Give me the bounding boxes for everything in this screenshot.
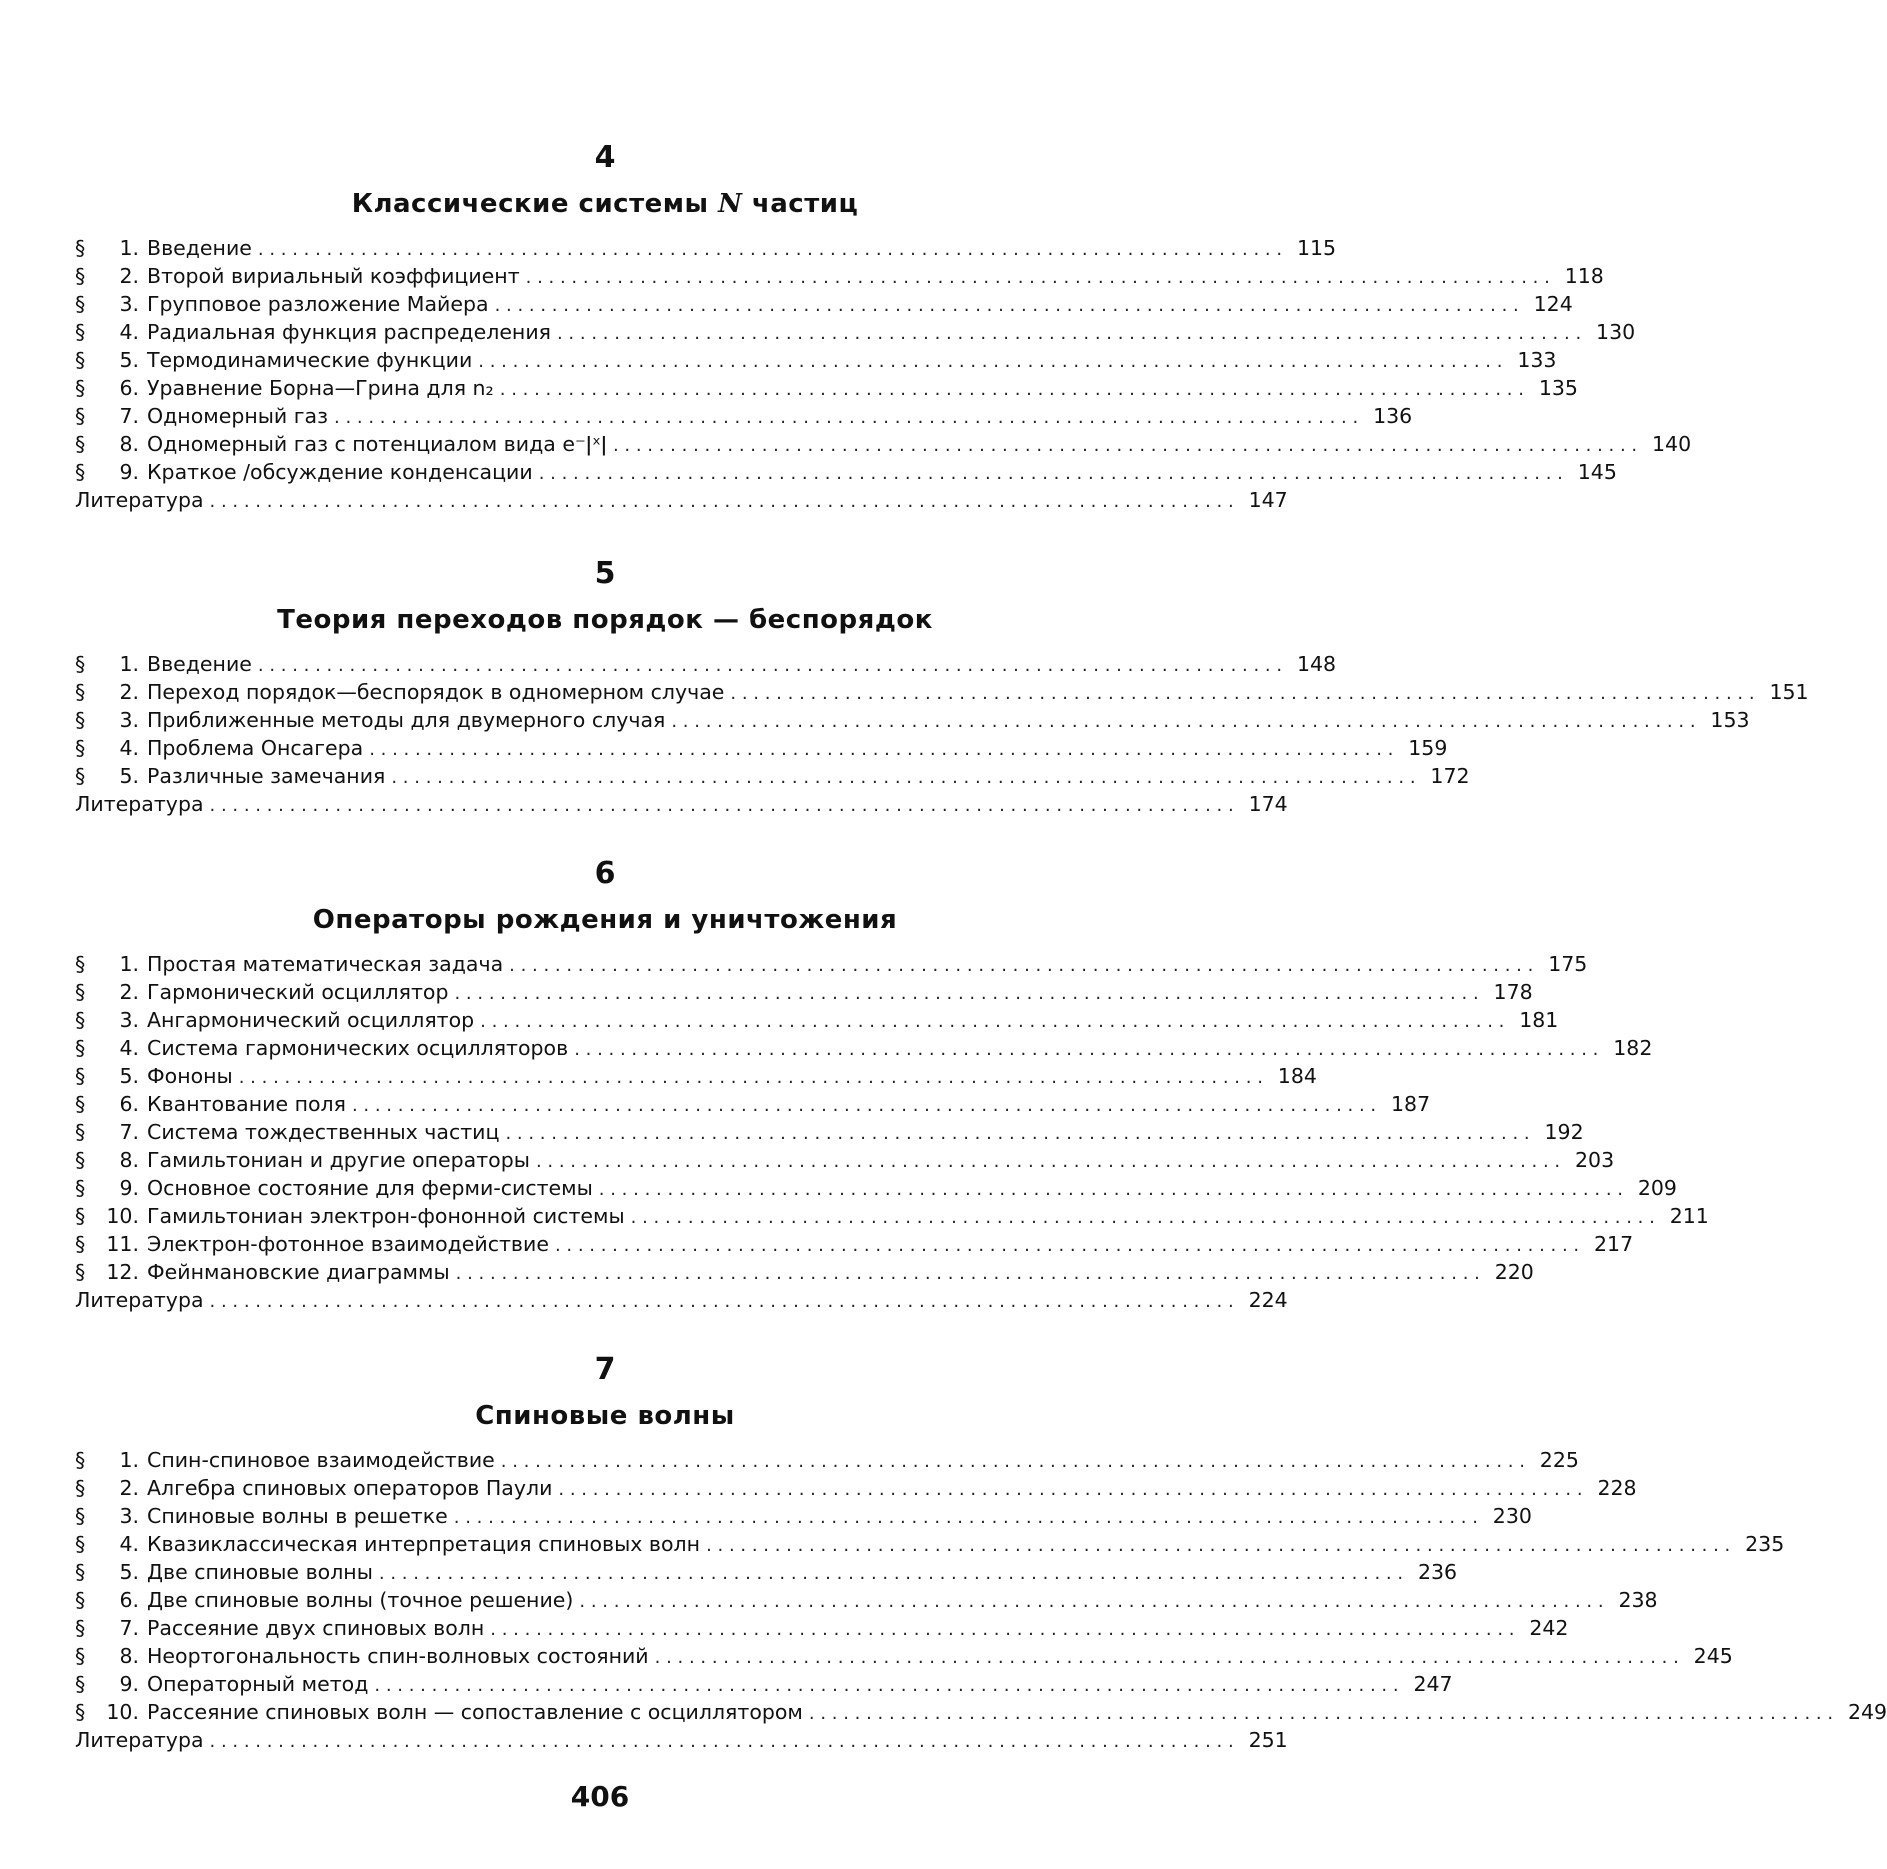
entry-page: 178 (1485, 978, 1533, 1006)
section-sign: § (75, 1230, 105, 1258)
entry-title: Квантование поля (147, 1090, 346, 1118)
toc-literature[interactable] (75, 790, 1135, 818)
section-sign: § (75, 1502, 105, 1530)
entry-number: 10. (105, 1202, 147, 1230)
entry-number: 6. (105, 374, 147, 402)
literature-label: Литература (75, 486, 204, 514)
chapter-6 (75, 856, 1135, 1314)
section-sign: § (75, 1446, 105, 1474)
entry-number: 4. (105, 1530, 147, 1558)
entry-number: 8. (105, 1642, 147, 1670)
entry-title: Квазиклассическая интерпретация спиновых волн (147, 1530, 700, 1558)
section-sign: § (75, 1118, 105, 1146)
toc-entry[interactable] (75, 318, 1135, 346)
entry-title: Уравнение Борна—Грина для n₂ (147, 374, 494, 402)
entry-number: 1. (105, 234, 147, 262)
entry-number: 9. (105, 1174, 147, 1202)
entry-number: 9. (105, 1670, 147, 1698)
toc-entry[interactable] (75, 346, 1135, 374)
dot-leader (599, 1176, 1623, 1204)
entry-page: 140 (1643, 430, 1691, 458)
entry-number: 5. (105, 762, 147, 790)
chapter-7 (75, 1352, 1135, 1754)
entry-page: 136 (1364, 402, 1412, 430)
chapter-number: 4 (75, 140, 1135, 176)
section-sign: § (75, 1530, 105, 1558)
entry-number: 4. (105, 1034, 147, 1062)
entry-page: 172 (1422, 762, 1470, 790)
toc-list (75, 234, 1135, 514)
entry-title: Приближенные методы для двумерного случая (147, 706, 665, 734)
section-sign: § (75, 1034, 105, 1062)
toc-entry[interactable] (75, 1698, 1135, 1726)
entry-title: Электрон-фотонное взаимодействие (147, 1230, 549, 1258)
entry-page: 153 (1702, 706, 1750, 734)
section-sign: § (75, 458, 105, 486)
toc-entry[interactable] (75, 430, 1135, 458)
entry-page: 238 (1610, 1586, 1658, 1614)
toc-entry[interactable] (75, 1530, 1135, 1558)
entry-page: 118 (1556, 262, 1604, 290)
dot-leader (454, 1504, 1478, 1532)
entry-title: Фононы (147, 1062, 233, 1090)
toc-entry[interactable] (75, 402, 1135, 430)
entry-title: Операторный метод (147, 1670, 368, 1698)
entry-title: Рассеяние спиновых волн — сопоставление с осциллятором (147, 1698, 803, 1726)
dot-leader (391, 764, 1415, 792)
entry-page: 209 (1629, 1174, 1677, 1202)
entry-title: Краткое /обсуждение конденсации (147, 458, 533, 486)
entry-number: 7. (105, 1118, 147, 1146)
entry-title: Групповое разложение Майера (147, 290, 489, 318)
document-page (0, 0, 1200, 1869)
dot-leader (258, 236, 1282, 264)
section-sign: § (75, 1258, 105, 1286)
toc-entry[interactable] (75, 374, 1135, 402)
entry-number: 6. (105, 1090, 147, 1118)
entry-number: 7. (105, 402, 147, 430)
literature-page: 174 (1240, 790, 1288, 818)
toc-entry[interactable] (75, 290, 1135, 318)
entry-title: Второй вириальный коэффициент (147, 262, 520, 290)
toc-entry[interactable] (75, 234, 1135, 262)
entry-title: Различные замечания (147, 762, 385, 790)
toc-entry[interactable] (75, 1230, 1135, 1258)
entry-page: 230 (1484, 1502, 1532, 1530)
entry-page: 225 (1531, 1446, 1579, 1474)
dot-leader (239, 1064, 1263, 1092)
dot-leader (456, 1260, 1480, 1288)
dot-leader (258, 652, 1282, 680)
entry-page: 181 (1510, 1006, 1558, 1034)
entry-number: 2. (105, 1474, 147, 1502)
entry-title: Радиальная функция распределения (147, 318, 551, 346)
entry-title: Алгебра спиновых операторов Паули (147, 1474, 552, 1502)
dot-leader (210, 1288, 1234, 1316)
section-sign: § (75, 978, 105, 1006)
toc-entry[interactable] (75, 1670, 1135, 1698)
entry-title: Система гармонических осцилляторов (147, 1034, 568, 1062)
chapter-title: Операторы рождения и уничтожения (75, 904, 1135, 936)
section-sign: § (75, 734, 105, 762)
dot-leader (490, 1616, 1514, 1644)
dot-leader (374, 1672, 1398, 1700)
entry-number: 5. (105, 1062, 147, 1090)
section-sign: § (75, 950, 105, 978)
entry-number: 8. (105, 1146, 147, 1174)
entry-title: Спин-спиновое взаимодействие (147, 1446, 495, 1474)
section-sign: § (75, 1090, 105, 1118)
toc-list (75, 950, 1135, 1314)
entry-page: 159 (1399, 734, 1447, 762)
entry-title: Одномерный газ с потенциалом вида e⁻ǀˣǀ (147, 430, 607, 458)
toc-entry[interactable] (75, 1446, 1135, 1474)
entry-page: 235 (1736, 1530, 1784, 1558)
dot-leader (480, 1008, 1504, 1036)
section-sign: § (75, 262, 105, 290)
toc-list (75, 1446, 1135, 1754)
entry-number: 3. (105, 1006, 147, 1034)
dot-leader (334, 404, 1358, 432)
toc-entry[interactable] (75, 1502, 1135, 1530)
toc-entry[interactable] (75, 1558, 1135, 1586)
entry-page: 182 (1604, 1034, 1652, 1062)
entry-page: 135 (1530, 374, 1578, 402)
dot-leader (558, 1476, 1582, 1504)
entry-page: 220 (1486, 1258, 1534, 1286)
dot-leader (671, 708, 1695, 736)
entry-number: 1. (105, 1446, 147, 1474)
dot-leader (730, 680, 1754, 708)
section-sign: § (75, 1670, 105, 1698)
toc-entry[interactable] (75, 1090, 1135, 1118)
toc-entry[interactable] (75, 950, 1135, 978)
toc-entry[interactable] (75, 1174, 1135, 1202)
entry-title: Неортогональность спин-волновых состояний (147, 1642, 649, 1670)
entry-title: Гамильтониан электрон-фононной системы (147, 1202, 625, 1230)
entry-title: Две спиновые волны (точное решение) (147, 1586, 573, 1614)
literature-label: Литература (75, 790, 204, 818)
toc-list (75, 650, 1135, 818)
toc-entry[interactable] (75, 1258, 1135, 1286)
toc-entry[interactable] (75, 262, 1135, 290)
dot-leader (210, 792, 1234, 820)
section-sign: § (75, 402, 105, 430)
dot-leader (706, 1532, 1730, 1560)
entry-page: 115 (1288, 234, 1336, 262)
entry-number: 10. (105, 1698, 147, 1726)
entry-page: 249 (1839, 1698, 1887, 1726)
section-sign: § (75, 1642, 105, 1670)
page-number: 406 (0, 1780, 1200, 1813)
dot-leader (495, 292, 1519, 320)
chapter-number: 5 (75, 556, 1135, 592)
literature-page: 224 (1240, 1286, 1288, 1314)
toc-entry[interactable] (75, 1034, 1135, 1062)
entry-title: Система тождественных частиц (147, 1118, 499, 1146)
dot-leader (526, 264, 1550, 292)
dot-leader (536, 1148, 1560, 1176)
chapter-4 (75, 140, 1135, 514)
entry-number: 5. (105, 346, 147, 374)
dot-leader (631, 1204, 1655, 1232)
chapter-title-text: Классические системы (352, 189, 718, 219)
dot-leader (379, 1560, 1403, 1588)
section-sign: § (75, 430, 105, 458)
dot-leader (478, 348, 1502, 376)
toc-literature[interactable] (75, 486, 1135, 514)
entry-page: 130 (1587, 318, 1635, 346)
entry-page: 133 (1508, 346, 1556, 374)
entry-title: Введение (147, 234, 252, 262)
dot-leader (369, 736, 1393, 764)
entry-title: Гармонический осциллятор (147, 978, 448, 1006)
section-sign: § (75, 1558, 105, 1586)
entry-number: 2. (105, 262, 147, 290)
literature-page: 147 (1240, 486, 1288, 514)
toc-entry[interactable] (75, 706, 1135, 734)
section-sign: § (75, 1146, 105, 1174)
entry-page: 211 (1661, 1202, 1709, 1230)
entry-page: 184 (1269, 1062, 1317, 1090)
toc-entry[interactable] (75, 734, 1135, 762)
entry-number: 7. (105, 1614, 147, 1642)
toc-literature[interactable] (75, 1286, 1135, 1314)
entry-number: 4. (105, 318, 147, 346)
entry-page: 124 (1525, 290, 1573, 318)
entry-number: 3. (105, 290, 147, 318)
entry-page: 203 (1566, 1146, 1614, 1174)
section-sign: § (75, 678, 105, 706)
entry-title: Переход порядок—беспорядок в одномерном случае (147, 678, 724, 706)
toc-entry[interactable] (75, 978, 1135, 1006)
chapter-title-text-end: частиц (742, 189, 858, 219)
toc-entry[interactable] (75, 762, 1135, 790)
section-sign: § (75, 346, 105, 374)
entry-title: Ангармонический осциллятор (147, 1006, 474, 1034)
entry-title: Основное состояние для ферми-системы (147, 1174, 593, 1202)
section-sign: § (75, 1614, 105, 1642)
toc-entry[interactable] (75, 1474, 1135, 1502)
entry-title: Простая математическая задача (147, 950, 503, 978)
entry-page: 145 (1569, 458, 1617, 486)
toc-entry[interactable] (75, 1202, 1135, 1230)
dot-leader (579, 1588, 1603, 1616)
toc-entry[interactable] (75, 1586, 1135, 1614)
entry-title: Проблема Онсагера (147, 734, 363, 762)
entry-number: 12. (105, 1258, 147, 1286)
dot-leader (809, 1700, 1833, 1728)
dot-leader (501, 1448, 1525, 1476)
dot-leader (557, 320, 1581, 348)
section-sign: § (75, 762, 105, 790)
entry-title: Введение (147, 650, 252, 678)
section-sign: § (75, 374, 105, 402)
entry-page: 236 (1409, 1558, 1457, 1586)
dot-leader (539, 460, 1563, 488)
toc-entry[interactable] (75, 1062, 1135, 1090)
literature-label: Литература (75, 1726, 204, 1754)
entry-title: Термодинамические функции (147, 346, 472, 374)
toc-entry[interactable] (75, 1146, 1135, 1174)
entry-page: 187 (1382, 1090, 1430, 1118)
dot-leader (505, 1120, 1529, 1148)
section-sign: § (75, 1586, 105, 1614)
toc-entry[interactable] (75, 1642, 1135, 1670)
dot-leader (454, 980, 1478, 1008)
entry-page: 151 (1761, 678, 1809, 706)
section-sign: § (75, 290, 105, 318)
dot-leader (500, 376, 1524, 404)
section-sign: § (75, 1174, 105, 1202)
toc-entry[interactable] (75, 458, 1135, 486)
toc-entry[interactable] (75, 1006, 1135, 1034)
entry-page: 247 (1405, 1670, 1453, 1698)
entry-number: 3. (105, 1502, 147, 1530)
section-sign: § (75, 650, 105, 678)
entry-page: 242 (1520, 1614, 1568, 1642)
entry-title: Одномерный газ (147, 402, 328, 430)
toc-entry[interactable] (75, 1118, 1135, 1146)
dot-leader (655, 1644, 1679, 1672)
entry-number: 8. (105, 430, 147, 458)
section-sign: § (75, 1062, 105, 1090)
literature-page: 251 (1240, 1726, 1288, 1754)
section-sign: § (75, 318, 105, 346)
chapter-5 (75, 556, 1135, 818)
chapter-title (75, 188, 1135, 220)
section-sign: § (75, 706, 105, 734)
entry-number: 11. (105, 1230, 147, 1258)
dot-leader (210, 488, 1234, 516)
entry-page: 217 (1585, 1230, 1633, 1258)
entry-page: 245 (1685, 1642, 1733, 1670)
entry-page: 192 (1536, 1118, 1584, 1146)
entry-page: 175 (1539, 950, 1587, 978)
dot-leader (574, 1036, 1598, 1064)
toc-entry[interactable] (75, 678, 1135, 706)
toc-literature[interactable] (75, 1726, 1135, 1754)
entry-number: 2. (105, 978, 147, 1006)
chapter-number: 6 (75, 856, 1135, 892)
toc-entry[interactable] (75, 650, 1135, 678)
chapter-title: Теория переходов порядок — беспорядок (75, 604, 1135, 636)
chapter-title: Спиновые волны (75, 1400, 1135, 1432)
entry-number: 2. (105, 678, 147, 706)
literature-label: Литература (75, 1286, 204, 1314)
entry-number: 9. (105, 458, 147, 486)
dot-leader (352, 1092, 1376, 1120)
section-sign: § (75, 234, 105, 262)
entry-title: Рассеяние двух спиновых волн (147, 1614, 484, 1642)
entry-page: 228 (1589, 1474, 1637, 1502)
section-sign: § (75, 1202, 105, 1230)
entry-number: 4. (105, 734, 147, 762)
entry-number: 1. (105, 950, 147, 978)
toc-entry[interactable] (75, 1614, 1135, 1642)
entry-title: Гамильтониан и другие операторы (147, 1146, 530, 1174)
section-sign: § (75, 1474, 105, 1502)
entry-page: 148 (1288, 650, 1336, 678)
entry-number: 6. (105, 1586, 147, 1614)
dot-leader (555, 1232, 1579, 1260)
chapter-number: 7 (75, 1352, 1135, 1388)
entry-title: Фейнмановские диаграммы (147, 1258, 450, 1286)
chapter-title-variable: N (718, 189, 742, 219)
section-sign: § (75, 1006, 105, 1034)
entry-title: Две спиновые волны (147, 1558, 373, 1586)
dot-leader (509, 952, 1533, 980)
section-sign: § (75, 1698, 105, 1726)
dot-leader (613, 432, 1637, 460)
entry-number: 3. (105, 706, 147, 734)
entry-title: Спиновые волны в решетке (147, 1502, 448, 1530)
entry-number: 5. (105, 1558, 147, 1586)
entry-number: 1. (105, 650, 147, 678)
dot-leader (210, 1728, 1234, 1756)
